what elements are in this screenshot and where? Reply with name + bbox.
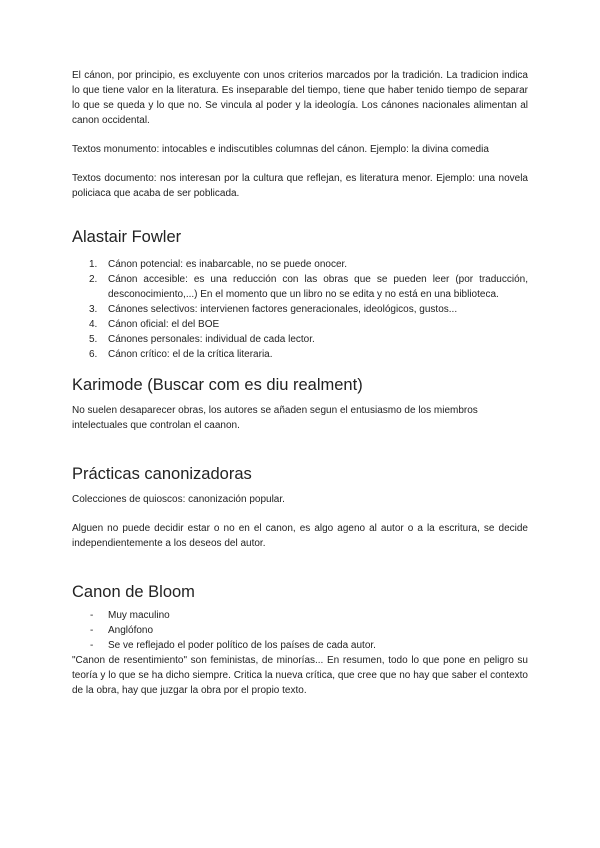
intro-paragraph-textos-documento: Textos documento: nos interesan por la cultura que reflejan, es literatura menor. Ejemplo: una novela policiaca que acaba de ser poblicada. xyxy=(72,173,528,199)
list-item xyxy=(72,272,528,302)
list-item-text: Cánon oficial: el del BOE xyxy=(108,319,220,330)
list-item-text: Muy maculino xyxy=(108,610,170,621)
practicas-paragraph-quioscos: Colecciones de quioscos: canonización popular. xyxy=(72,494,285,505)
list-item xyxy=(72,347,528,362)
intro-paragraph-canon: El cánon, por principio, es excluyente con unos criterios marcados por la tradición. La tradicion indica lo que tiene valor en la literatura. Es inseparable del tiempo, tiene que haber tenido tiempo de separar lo que se queda y lo que no. Se vincula al poder y la ideología. Los cánones nacionales alimentan al canon occidental. xyxy=(72,70,528,126)
list-number: 6. xyxy=(89,349,98,360)
list-item-text: Cánon accesible: es una reducción con las obras que se pueden leer (por traducción, desconocimiento,...) En el momento que un libro no se edita y no está en una biblioteca. xyxy=(108,274,528,300)
list-dash: - xyxy=(90,625,94,636)
list-item xyxy=(72,608,528,623)
practicas-paragraph-autor: Alguen no puede decidir estar o no en el canon, es algo ageno al autor o a la escritura, se decide independientemente a los deseos del autor. xyxy=(72,523,528,549)
fowler-numbered-list xyxy=(72,257,528,362)
list-dash: - xyxy=(90,640,94,651)
heading-practicas-canonizadoras: Prácticas canonizadoras xyxy=(72,465,252,483)
list-item xyxy=(72,317,528,332)
list-item-text: Cánon potencial: es inabarcable, no se puede onocer. xyxy=(108,259,348,270)
list-item xyxy=(72,302,528,317)
list-item xyxy=(72,623,528,638)
list-number: 1. xyxy=(89,259,98,270)
list-item xyxy=(72,332,528,347)
heading-karimode: Karimode (Buscar com es diu realment) xyxy=(72,376,363,394)
list-number: 2. xyxy=(89,274,98,285)
list-dash: - xyxy=(90,610,94,621)
list-item-text: Cánones selectivos: intervienen factores generacionales, ideológicos, gustos... xyxy=(108,304,458,315)
list-number: 4. xyxy=(89,319,98,330)
karimode-paragraph: No suelen desaparecer obras, los autores se añaden segun el entusiasmo de los miembros intelectuales que controlan el caanon. xyxy=(72,405,478,431)
list-item-text: Se ve reflejado el poder político de los países de cada autor. xyxy=(108,640,376,651)
list-item-text: Cánones personales: individual de cada lector. xyxy=(108,334,315,345)
list-item xyxy=(72,257,528,272)
list-number: 3. xyxy=(89,304,98,315)
bloom-bullet-list xyxy=(72,608,528,653)
bloom-paragraph-resentimiento: "Canon de resentimiento" son feministas, de minorías... En resumen, todo lo que pone en peligro su teoría y lo que se ha dicho siempre. Critica la nueva crítica, que cree que no hay que saber el contexto de la obra, hay que juzgar la obra por el propio texto. xyxy=(72,655,528,696)
list-item-text: Anglófono xyxy=(108,625,154,636)
list-item xyxy=(72,638,528,653)
heading-canon-de-bloom: Canon de Bloom xyxy=(72,583,195,601)
list-number: 5. xyxy=(89,334,98,345)
intro-paragraph-textos-monumento: Textos monumento: intocables e indiscutibles columnas del cánon. Ejemplo: la divina comedia xyxy=(72,144,489,155)
list-item-text: Cánon crítico: el de la crítica literaria. xyxy=(108,349,273,360)
heading-alastair-fowler: Alastair Fowler xyxy=(72,228,182,246)
